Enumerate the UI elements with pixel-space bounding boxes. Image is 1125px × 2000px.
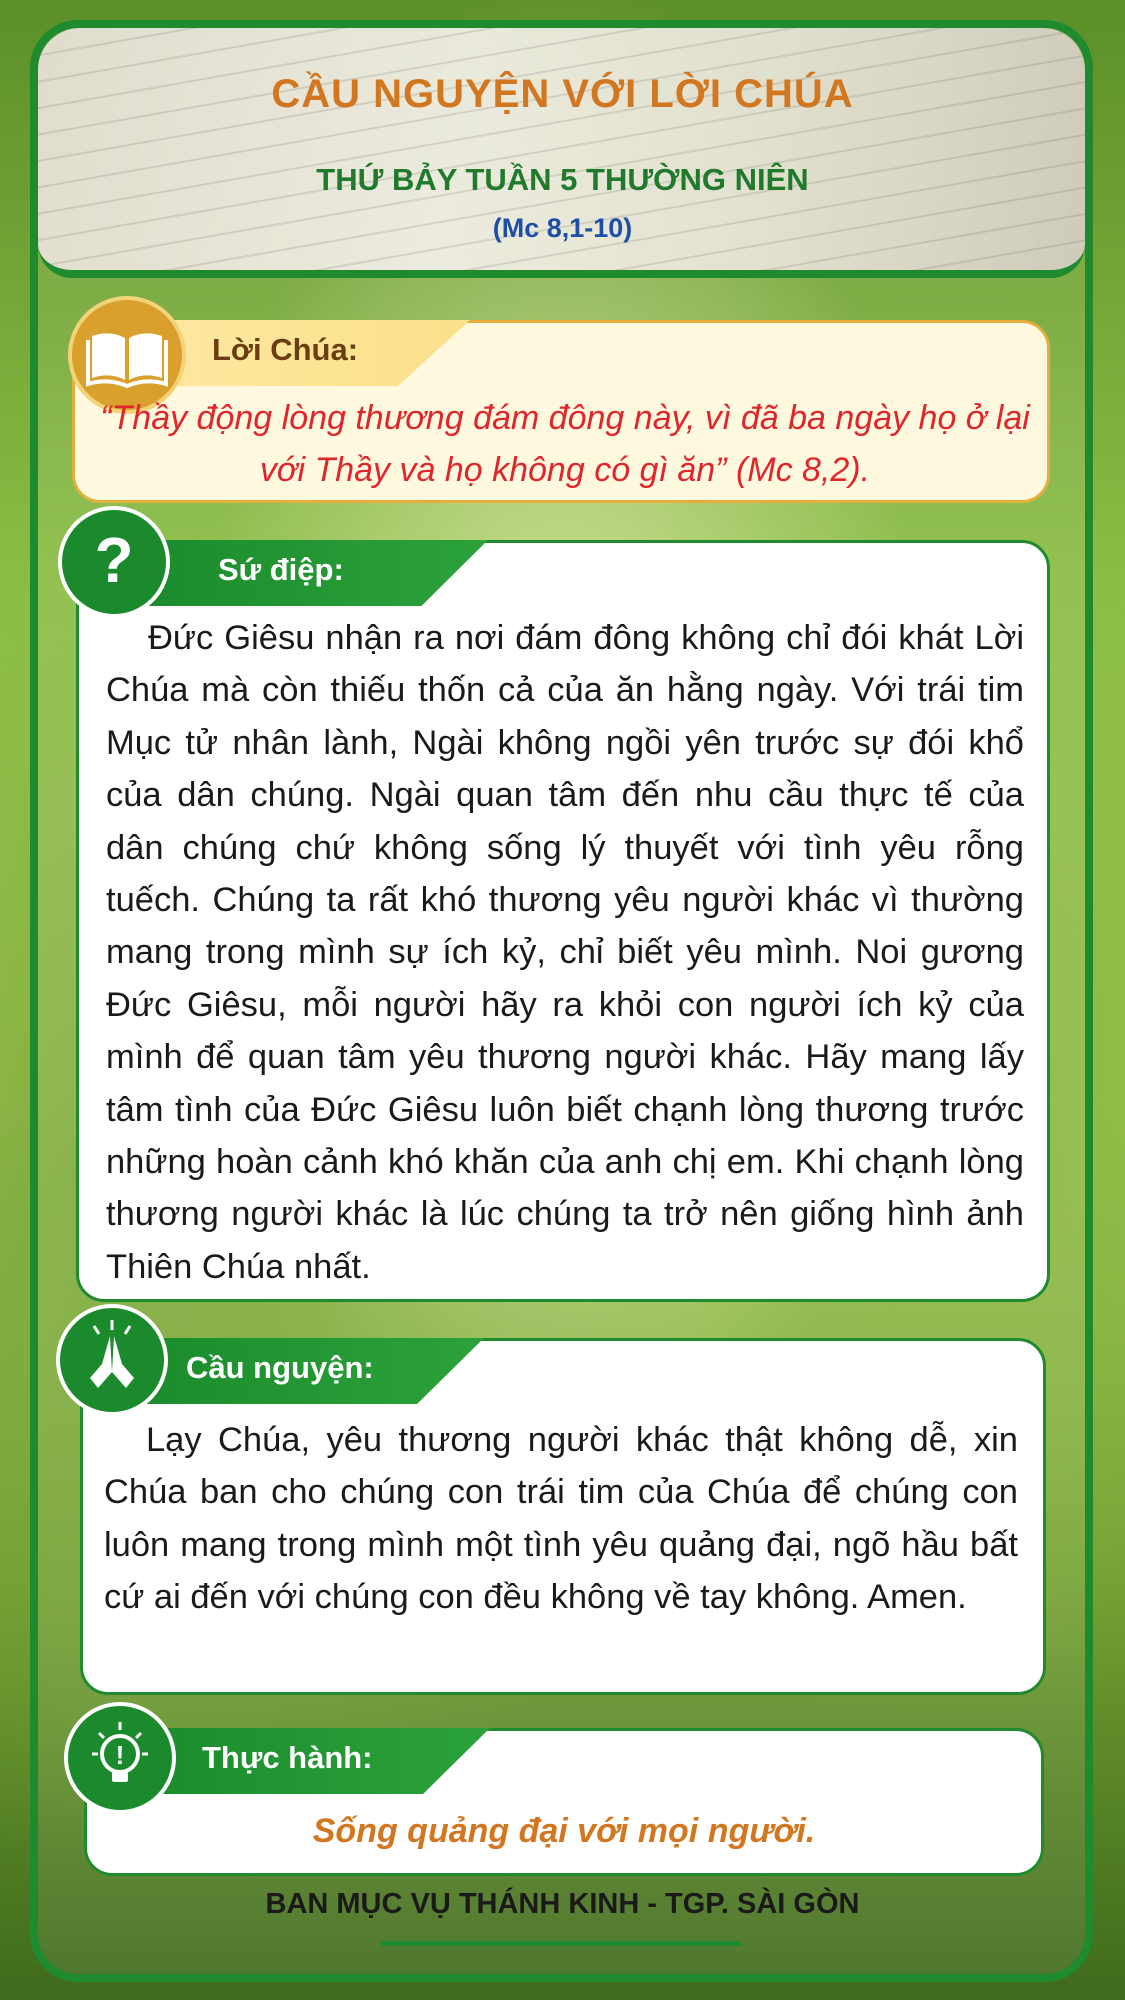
word-label: Lời Chúa: xyxy=(212,332,359,367)
message-label: Sứ điệp: xyxy=(218,552,344,587)
footer-divider xyxy=(380,1941,742,1946)
practice-text: Sống quảng đại với mọi người. xyxy=(312,1812,816,1850)
svg-text:!: ! xyxy=(115,1740,125,1770)
practice-label: Thực hành: xyxy=(202,1740,373,1775)
page-subtitle: THỨ BẢY TUẦN 5 THƯỜNG NIÊN xyxy=(316,162,809,197)
scripture-reference: (Mc 8,1-10) xyxy=(492,213,633,243)
question-mark-icon xyxy=(58,506,170,618)
footer-credit: BAN MỤC VỤ THÁNH KINH - TGP. SÀI GÒN xyxy=(265,1888,860,1920)
word-quote: “Thầy động lòng thương đám đông này, vì đã ba ngày họ ở lại với Thầy và họ không có gì ăn” (Mc 8,2). xyxy=(100,399,1030,489)
prayer-label: Cầu nguyện: xyxy=(186,1350,374,1385)
lightbulb-icon xyxy=(64,1702,176,1814)
svg-text:?: ? xyxy=(94,524,134,596)
praying-hands-icon xyxy=(56,1304,168,1416)
page-title: CẦU NGUYỆN VỚI LỜI CHÚA xyxy=(271,72,854,116)
message-text: Đức Giêsu nhận ra nơi đám đông không chỉ đói khát Lời Chúa mà còn thiếu thốn cả của ăn hằng ngày. Với trái tim Mục tử nhân lành, Ngài không ngồi yên trước sự đói khổ của dân chúng. Ngài quan tâm đến nhu cầu thực tế của dân chúng chứ không sống lý thuyết với tình yêu rỗng tuếch. Chúng ta rất khó thương yêu người khác vì thường mang trong mình sự ích kỷ, chỉ biết yêu mình. Noi gương Đức Giêsu, mỗi người hãy ra khỏi con người ích kỷ của mình để quan tâm yêu thương người khác. Hãy mang lấy tâm tình của Đức Giêsu luôn biết chạnh lòng thương trước những hoàn cảnh khó khăn của anh chị em. Khi chạnh lòng thương người khác là lúc chúng ta trở nên giống hình ảnh Thiên Chúa nhất. xyxy=(106,619,1024,1286)
prayer-text: Lạy Chúa, yêu thương người khác thật không dễ, xin Chúa ban cho chúng con trái tim của Chúa để chúng con luôn mang trong mình một tình yêu quảng đại, ngõ hầu bất cứ ai đến với chúng con đều không về tay không. Amen. xyxy=(104,1421,1018,1617)
